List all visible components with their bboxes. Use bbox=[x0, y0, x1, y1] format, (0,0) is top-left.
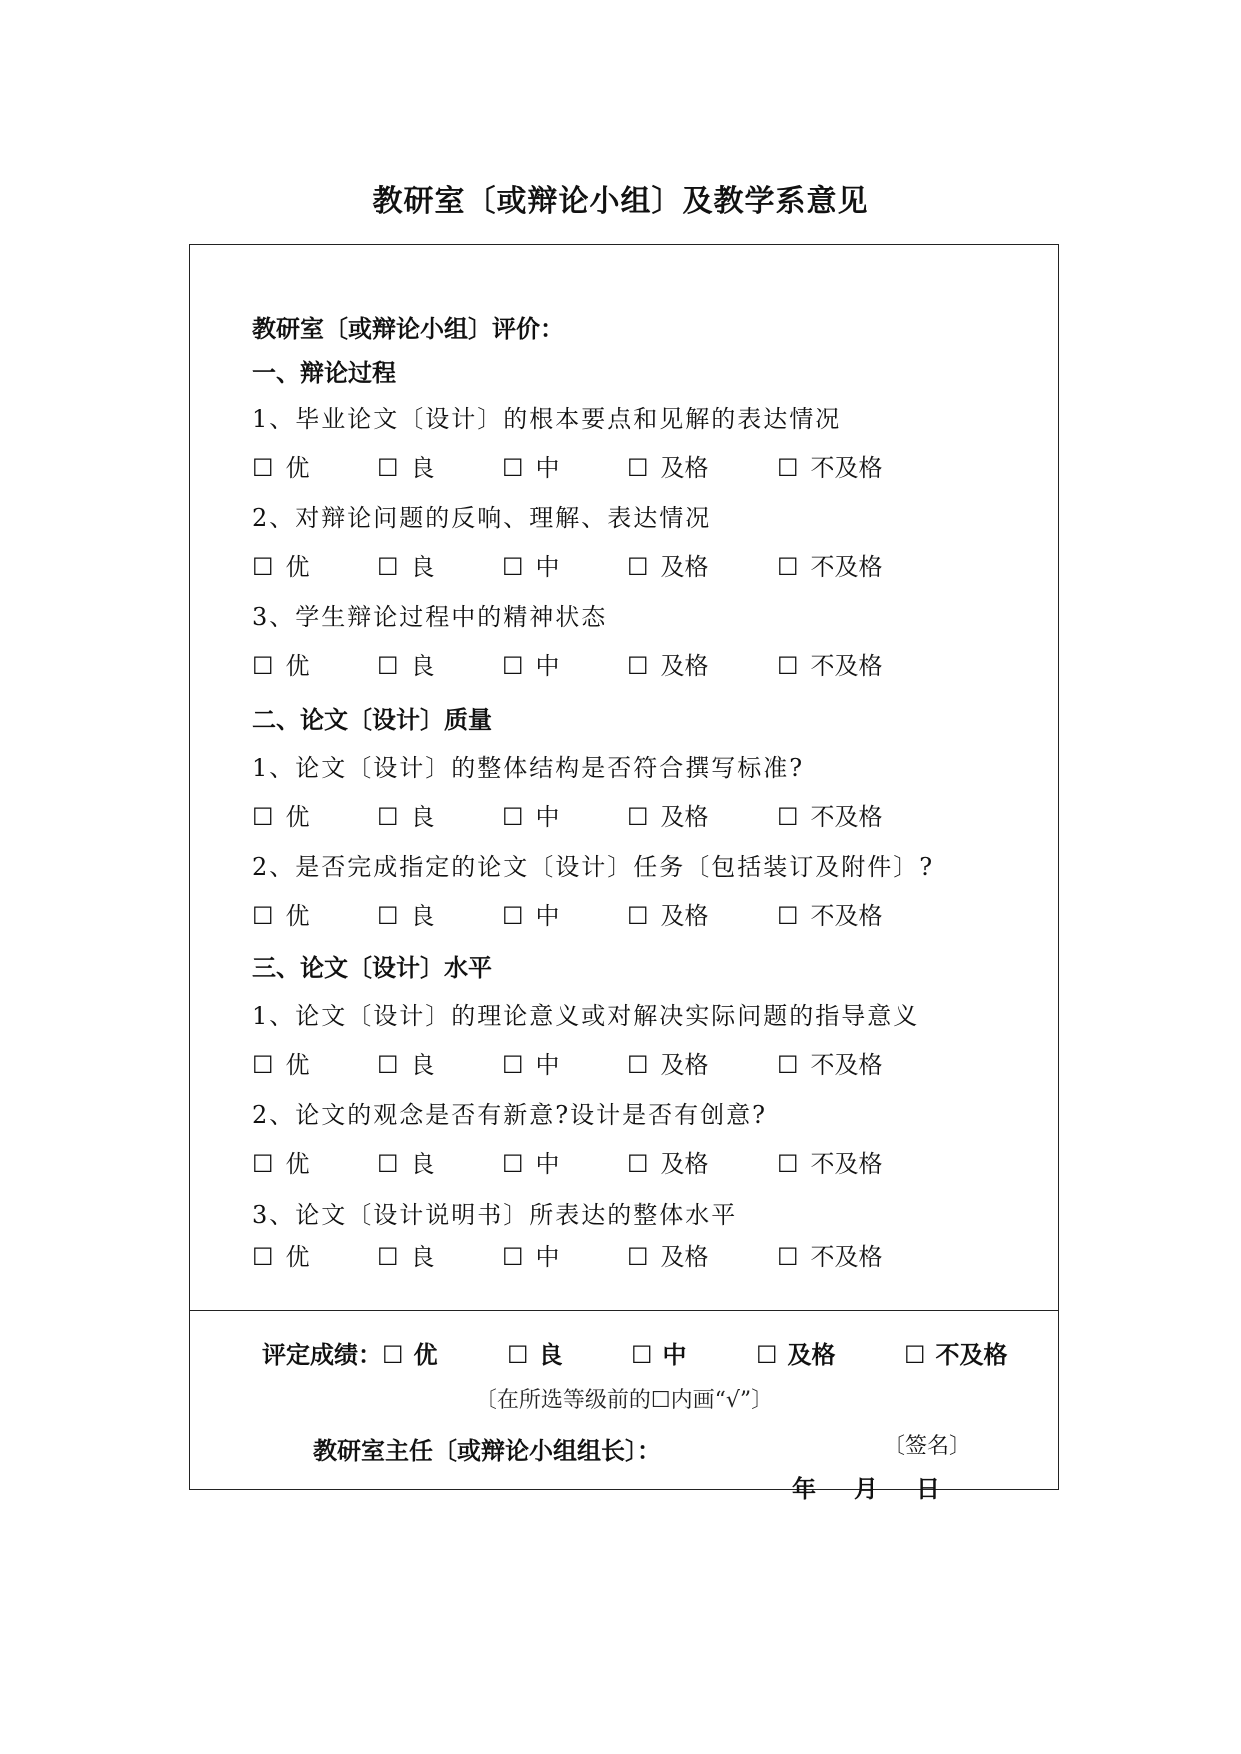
final-grade-option[interactable] bbox=[382, 1335, 438, 1370]
checkbox-icon[interactable]: ☐ bbox=[377, 454, 399, 482]
rating-option[interactable] bbox=[777, 797, 883, 832]
rating-option-label: 中 bbox=[535, 803, 560, 831]
checkbox-icon[interactable]: ☐ bbox=[627, 1243, 649, 1271]
rating-option-label: 良 bbox=[410, 1243, 435, 1271]
rating-options bbox=[252, 547, 952, 581]
rating-option[interactable] bbox=[252, 448, 310, 483]
checkbox-icon[interactable]: ☐ bbox=[777, 803, 799, 831]
rating-option-label: 良 bbox=[410, 902, 435, 930]
rating-option-label: 优 bbox=[285, 902, 310, 930]
rating-option[interactable] bbox=[252, 1237, 310, 1272]
rating-option[interactable] bbox=[377, 1144, 435, 1179]
checkbox-icon[interactable]: ☐ bbox=[502, 652, 524, 680]
section-heading: 一、辩论过程 bbox=[252, 359, 396, 387]
checkbox-icon[interactable]: ☐ bbox=[777, 652, 799, 680]
rating-option[interactable] bbox=[252, 646, 310, 681]
rating-option[interactable] bbox=[252, 896, 310, 931]
checkbox-icon[interactable]: ☐ bbox=[502, 1051, 524, 1079]
rating-option-label: 中 bbox=[535, 1243, 560, 1271]
rating-option[interactable] bbox=[627, 1237, 709, 1272]
rating-option-label: 良 bbox=[410, 1150, 435, 1178]
rating-option[interactable] bbox=[627, 1144, 709, 1179]
rating-options bbox=[252, 896, 952, 930]
final-grade-option[interactable] bbox=[631, 1335, 687, 1370]
rating-options bbox=[252, 646, 952, 680]
checkbox-icon[interactable]: ☐ bbox=[377, 1243, 399, 1271]
checkbox-icon[interactable]: ☐ bbox=[627, 803, 649, 831]
rating-option[interactable] bbox=[377, 896, 435, 931]
rating-option[interactable] bbox=[627, 1045, 709, 1080]
checkbox-icon[interactable]: ☐ bbox=[777, 1243, 799, 1271]
final-grade-option-label: 中 bbox=[662, 1341, 687, 1369]
checkbox-icon[interactable]: ☐ bbox=[252, 1243, 274, 1271]
rating-option[interactable] bbox=[252, 1144, 310, 1179]
question-text: 1、毕业论文〔设计〕的根本要点和见解的表达情况 bbox=[252, 405, 842, 433]
checkbox-icon[interactable]: ☐ bbox=[627, 652, 649, 680]
rating-option-label: 及格 bbox=[660, 1150, 709, 1178]
rating-option-label: 优 bbox=[285, 1243, 310, 1271]
document-title: 教研室〔或辩论小组〕及教学系意见 bbox=[372, 184, 869, 219]
question-text: 3、论文〔设计说明书〕所表达的整体水平 bbox=[252, 1201, 738, 1229]
rating-option[interactable] bbox=[502, 646, 560, 681]
grade-hint: 〔在所选等级前的☐内画“√”〕 bbox=[474, 1388, 774, 1413]
rating-option[interactable] bbox=[627, 797, 709, 832]
checkbox-icon[interactable]: ☐ bbox=[252, 454, 274, 482]
rating-options bbox=[252, 448, 952, 482]
rating-option[interactable] bbox=[502, 547, 560, 582]
checkbox-icon[interactable]: ☐ bbox=[252, 1051, 274, 1079]
date-day: 日 bbox=[916, 1475, 940, 1503]
checkbox-icon[interactable]: ☐ bbox=[377, 902, 399, 930]
checkbox-icon[interactable]: ☐ bbox=[777, 454, 799, 482]
checkbox-icon[interactable]: ☐ bbox=[777, 553, 799, 581]
evaluation-section bbox=[190, 245, 1058, 1311]
rating-option[interactable] bbox=[252, 797, 310, 832]
question-text: 3、学生辩论过程中的精神状态 bbox=[252, 603, 608, 631]
rating-option-label: 良 bbox=[410, 652, 435, 680]
question-text: 1、论文〔设计〕的整体结构是否符合撰写标准? bbox=[252, 754, 805, 782]
rating-option-label: 不及格 bbox=[810, 902, 883, 930]
rating-option[interactable] bbox=[502, 448, 560, 483]
rating-option-label: 不及格 bbox=[810, 803, 883, 831]
rating-option-label: 优 bbox=[285, 652, 310, 680]
checkbox-icon[interactable]: ☐ bbox=[252, 652, 274, 680]
director-label: 教研室主任〔或辩论小组组长〕： bbox=[313, 1437, 661, 1465]
question-text: 2、是否完成指定的论文〔设计〕任务〔包括装订及附件〕? bbox=[252, 853, 935, 881]
rating-option-label: 及格 bbox=[660, 652, 709, 680]
section-heading: 二、论文〔设计〕质量 bbox=[252, 706, 492, 734]
date-year: 年 bbox=[792, 1475, 816, 1503]
rating-option-label: 及格 bbox=[660, 1243, 709, 1271]
rating-option[interactable] bbox=[627, 448, 709, 483]
rating-option-label: 不及格 bbox=[810, 553, 883, 581]
rating-option[interactable] bbox=[777, 646, 883, 681]
final-grade-row bbox=[262, 1335, 1042, 1369]
rating-option-label: 中 bbox=[535, 652, 560, 680]
section-heading: 三、论文〔设计〕水平 bbox=[252, 954, 492, 982]
rating-option[interactable] bbox=[377, 1045, 435, 1080]
checkbox-icon[interactable]: ☐ bbox=[252, 1150, 274, 1178]
final-grade-option-label: 及格 bbox=[787, 1341, 836, 1369]
rating-option[interactable] bbox=[502, 797, 560, 832]
checkbox-icon[interactable]: ☐ bbox=[777, 1051, 799, 1079]
signature-label: 〔签名〕 bbox=[883, 1434, 972, 1459]
question-text: 1、论文〔设计〕的理论意义或对解决实际问题的指导意义 bbox=[252, 1002, 920, 1030]
rating-option[interactable] bbox=[377, 797, 435, 832]
rating-option-label: 不及格 bbox=[810, 1051, 883, 1079]
checkbox-icon[interactable]: ☐ bbox=[502, 803, 524, 831]
rating-option[interactable] bbox=[777, 896, 883, 931]
rating-options bbox=[252, 1045, 952, 1079]
checkbox-icon[interactable]: ☐ bbox=[756, 1341, 778, 1369]
checkbox-icon[interactable]: ☐ bbox=[502, 902, 524, 930]
rating-option-label: 优 bbox=[285, 553, 310, 581]
rating-option[interactable] bbox=[377, 448, 435, 483]
checkbox-icon[interactable]: ☐ bbox=[377, 1051, 399, 1079]
rating-option[interactable] bbox=[502, 896, 560, 931]
checkbox-icon[interactable]: ☐ bbox=[777, 1150, 799, 1178]
rating-option[interactable] bbox=[627, 646, 709, 681]
final-grade-option[interactable] bbox=[904, 1335, 1008, 1370]
rating-option-label: 优 bbox=[285, 803, 310, 831]
checkbox-icon[interactable]: ☐ bbox=[627, 1051, 649, 1079]
final-grade-option-label: 不及格 bbox=[935, 1341, 1008, 1369]
rating-option-label: 及格 bbox=[660, 454, 709, 482]
rating-option[interactable] bbox=[627, 547, 709, 582]
checkbox-icon[interactable]: ☐ bbox=[502, 454, 524, 482]
rating-option-label: 良 bbox=[410, 803, 435, 831]
rating-option[interactable] bbox=[777, 1237, 883, 1272]
rating-options bbox=[252, 1237, 952, 1271]
rating-option-label: 中 bbox=[535, 454, 560, 482]
rating-option-label: 优 bbox=[285, 1150, 310, 1178]
checkbox-icon[interactable]: ☐ bbox=[627, 1150, 649, 1178]
checkbox-icon[interactable]: ☐ bbox=[627, 553, 649, 581]
date-month: 月 bbox=[854, 1475, 878, 1503]
rating-option-label: 优 bbox=[285, 454, 310, 482]
rating-option-label: 良 bbox=[410, 1051, 435, 1079]
rating-option-label: 及格 bbox=[660, 803, 709, 831]
rating-option[interactable] bbox=[502, 1144, 560, 1179]
rating-option-label: 不及格 bbox=[810, 652, 883, 680]
checkbox-icon[interactable]: ☐ bbox=[252, 902, 274, 930]
checkbox-icon[interactable]: ☐ bbox=[377, 803, 399, 831]
rating-option[interactable] bbox=[777, 1144, 883, 1179]
rating-option-label: 不及格 bbox=[810, 454, 883, 482]
rating-option-label: 及格 bbox=[660, 902, 709, 930]
checkbox-icon[interactable]: ☐ bbox=[627, 902, 649, 930]
rating-option-label: 中 bbox=[535, 1150, 560, 1178]
rating-option-label: 良 bbox=[410, 553, 435, 581]
rating-option[interactable] bbox=[377, 1237, 435, 1272]
checkbox-icon[interactable]: ☐ bbox=[382, 1341, 404, 1369]
checkbox-icon[interactable]: ☐ bbox=[502, 1150, 524, 1178]
rating-option[interactable] bbox=[377, 547, 435, 582]
rating-option-label: 不及格 bbox=[810, 1243, 883, 1271]
rating-option[interactable] bbox=[502, 1045, 560, 1080]
checkbox-icon[interactable]: ☐ bbox=[252, 803, 274, 831]
rating-option-label: 中 bbox=[535, 553, 560, 581]
checkbox-icon[interactable]: ☐ bbox=[377, 652, 399, 680]
rating-option[interactable] bbox=[502, 1237, 560, 1272]
final-grade-option-label: 优 bbox=[413, 1341, 438, 1369]
rating-options bbox=[252, 797, 952, 831]
final-grade-option[interactable] bbox=[756, 1335, 836, 1370]
rating-option[interactable] bbox=[777, 448, 883, 483]
rating-options bbox=[252, 1144, 952, 1178]
question-text: 2、对辩论问题的反响、理解、表达情况 bbox=[252, 504, 712, 532]
rating-option[interactable] bbox=[627, 896, 709, 931]
rating-option[interactable] bbox=[252, 1045, 310, 1080]
rating-option-label: 优 bbox=[285, 1051, 310, 1079]
rating-option-label: 及格 bbox=[660, 553, 709, 581]
rating-option-label: 中 bbox=[535, 902, 560, 930]
checkbox-icon[interactable]: ☐ bbox=[252, 553, 274, 581]
evaluation-label: 教研室〔或辩论小组〕评价： bbox=[252, 315, 564, 343]
question-text: 2、论文的观念是否有新意?设计是否有创意? bbox=[252, 1101, 768, 1129]
checkbox-icon[interactable]: ☐ bbox=[777, 902, 799, 930]
final-grade-option[interactable] bbox=[507, 1335, 563, 1370]
checkbox-icon[interactable]: ☐ bbox=[502, 553, 524, 581]
checkbox-icon[interactable]: ☐ bbox=[627, 454, 649, 482]
rating-option-label: 良 bbox=[410, 454, 435, 482]
checkbox-icon[interactable]: ☐ bbox=[502, 1243, 524, 1271]
checkbox-icon[interactable]: ☐ bbox=[377, 1150, 399, 1178]
checkbox-icon[interactable]: ☐ bbox=[904, 1341, 926, 1369]
checkbox-icon[interactable]: ☐ bbox=[631, 1341, 653, 1369]
checkbox-icon[interactable]: ☐ bbox=[377, 553, 399, 581]
final-grade-option-label: 良 bbox=[538, 1341, 563, 1369]
final-grade-label: 评定成绩： bbox=[262, 1341, 382, 1369]
rating-option[interactable] bbox=[777, 1045, 883, 1080]
evaluation-form bbox=[189, 244, 1059, 1503]
rating-option-label: 不及格 bbox=[810, 1150, 883, 1178]
rating-option[interactable] bbox=[377, 646, 435, 681]
rating-option-label: 及格 bbox=[660, 1051, 709, 1079]
rating-option-label: 中 bbox=[535, 1051, 560, 1079]
rating-option[interactable] bbox=[252, 547, 310, 582]
rating-option[interactable] bbox=[777, 547, 883, 582]
checkbox-icon[interactable]: ☐ bbox=[507, 1341, 529, 1369]
